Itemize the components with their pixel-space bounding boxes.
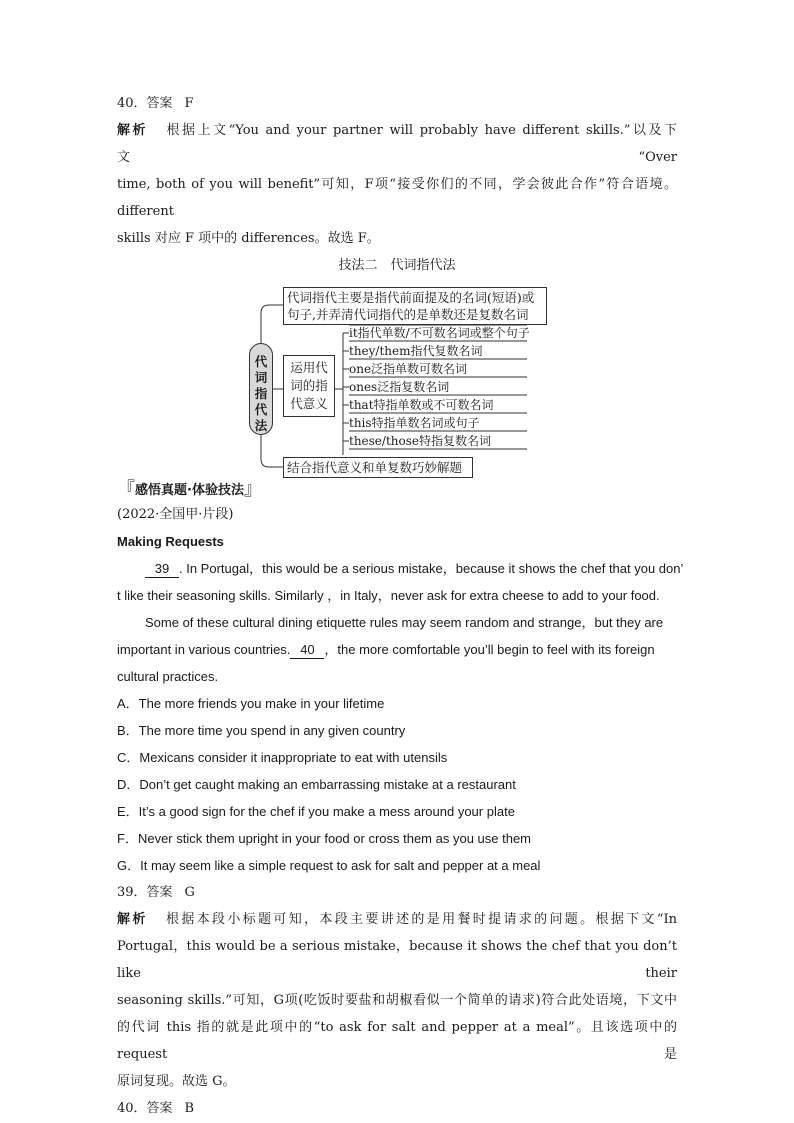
analysis-line	[117, 906, 677, 933]
passage-line	[117, 555, 684, 582]
option-g: G．It may seem like a simple request to ask for salt and pepper at a meal	[117, 858, 541, 873]
analysis-line	[117, 117, 677, 171]
analysis-label: 解析	[117, 123, 149, 138]
mind-map-item: one泛指单数可数名词	[349, 362, 468, 376]
passage-line: t like their seasoning skills. Similarly ，in Italy，never ask for extra cheese to add to your food.	[117, 588, 660, 603]
analysis-label: 解析	[117, 912, 148, 927]
mind-map-item: ones泛指复数名词	[349, 380, 450, 394]
answer-value: G	[184, 885, 195, 900]
analysis-text: 根据上文“You and your partner will probably have different skills.”以及下文“Over	[117, 123, 677, 165]
mind-map-item: that特指单数或不可数名词	[349, 398, 494, 412]
mind-map	[117, 281, 677, 475]
connector-bottom	[261, 435, 283, 467]
option-e: E．It’s a good sign for the chef if you make a mess around your plate	[117, 804, 515, 819]
option-f: F．Never stick them upright in your food or cross them as you use them	[117, 831, 532, 846]
option-b: B．The more time you spend in any given country	[117, 723, 406, 738]
analysis-line: Portugal，this would be a serious mistake，because it shows the chef that you don’t like their	[117, 939, 677, 981]
option-d: D．Don’t get caught making an embarrassing mistake at a restaurant	[117, 777, 516, 792]
bracket-right-icon: 』	[243, 479, 262, 500]
analysis-line: seasoning skills.”可知，G项(吃饭时要盐和胡椒看似一个简单的请求)符合此处语境，下文中	[117, 993, 677, 1008]
answer-40-line	[117, 90, 677, 117]
mind-map-root: 代词指代法	[249, 343, 273, 435]
mind-map-bottom-node: 结合指代意义和单复数巧妙解题	[283, 457, 473, 478]
connector-top	[261, 305, 283, 343]
bracket-left-icon: 『	[117, 479, 135, 500]
answer-39-line	[117, 879, 677, 906]
mind-map-item: this特指单数名词或句子	[349, 416, 480, 430]
mind-map-item: they/them指代复数名词	[349, 344, 483, 358]
blank-40: 40	[290, 642, 324, 659]
analysis-text: 根据本段小标题可知，本段主要讲述的是用餐时提请求的问题。根据下文“In	[163, 912, 677, 927]
blank-39: 39	[145, 561, 179, 578]
technique-title: 技法二 代词指代法	[338, 258, 456, 273]
passage-line: Some of these cultural dining etiquette rules may seem random and strange，but they are	[145, 615, 664, 630]
answer-value: F	[184, 96, 194, 111]
analysis-line: skills 对应 F 项中的 differences。故选 F。	[117, 231, 380, 246]
section-heading	[117, 479, 677, 501]
mind-map-top-node: 代词指代主要是指代前面提及的名词(短语)或句子,并弄清代词指代的是单数还是复数名词	[283, 287, 547, 325]
page-content	[117, 90, 684, 1122]
analysis-line: 原词复现。故选 G。	[117, 1074, 236, 1089]
passage-line: cultural practices.	[117, 669, 219, 684]
section-heading-text: 感悟真题·体验技法	[135, 483, 244, 498]
mind-map-item: these/those特指复数名词	[349, 434, 491, 448]
mind-map-item: it指代单数/不可数名词或整个句子	[349, 326, 530, 340]
option-a: A．The more friends you make in your lifetime	[117, 696, 385, 711]
passage-text: . In Portugal，this would be a serious mistake，because it shows the chef that you don’	[179, 561, 684, 576]
passage-source: (2022·全国甲·片段)	[117, 507, 234, 522]
answer-40-line	[117, 1095, 677, 1122]
answer-label: 40．答案	[117, 96, 173, 111]
passage-text: important in various countries.	[117, 642, 291, 657]
answer-label: 40．答案	[117, 1101, 173, 1116]
option-c: C．Mexicans consider it inappropriate to eat with utensils	[117, 750, 448, 765]
analysis-line: 的代词 this 指的就是此项中的“to ask for salt and pepper at a meal”。且该选项中的 request 是	[117, 1020, 677, 1062]
passage-title: Making Requests	[117, 534, 224, 549]
passage-text: ，the more comfortable you’ll begin to feel with its foreign	[324, 642, 655, 657]
mind-map-middle-node: 运用代词的指代意义	[283, 355, 335, 417]
passage-line	[117, 636, 677, 663]
analysis-line: time, both of you will benefit”可知，F项“接受你们的不同，学会彼此合作”符合语境。different	[117, 177, 677, 219]
answer-value: B	[184, 1101, 195, 1116]
answer-label: 39．答案	[117, 885, 173, 900]
